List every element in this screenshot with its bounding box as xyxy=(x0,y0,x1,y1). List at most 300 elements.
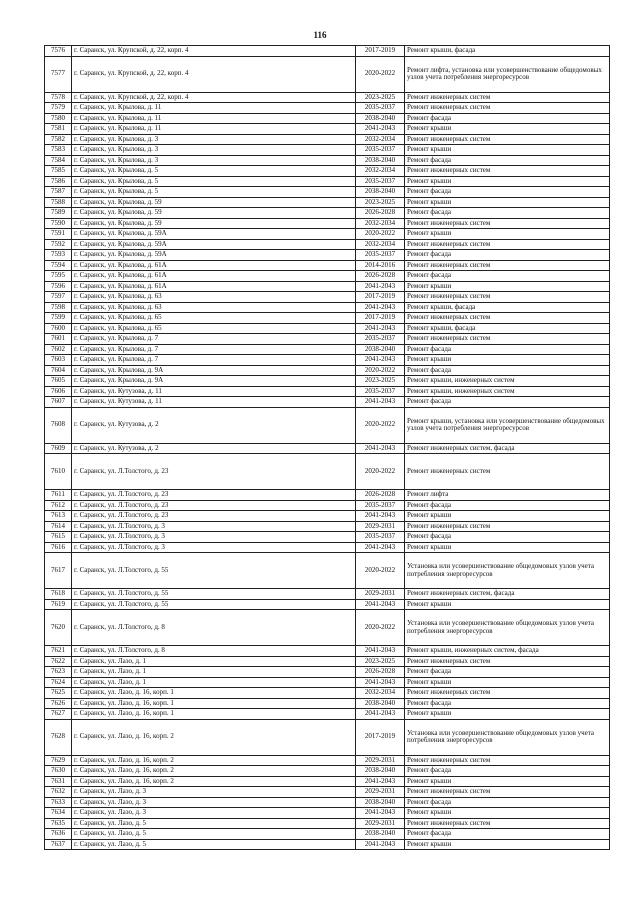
row-work-type: Ремонт инженерных систем xyxy=(405,755,610,766)
row-period: 2041-2043 xyxy=(356,677,405,688)
table-row xyxy=(45,589,610,600)
table-row xyxy=(45,229,610,240)
row-number: 7606 xyxy=(45,386,72,397)
row-period: 2038-2040 xyxy=(356,829,405,840)
row-work-type: Ремонт крыши xyxy=(405,145,610,156)
row-period: 2041-2043 xyxy=(356,355,405,366)
row-period: 2029-2031 xyxy=(356,755,405,766)
table-row xyxy=(45,500,610,511)
row-period: 2041-2043 xyxy=(356,808,405,819)
row-number: 7609 xyxy=(45,443,72,454)
table-row xyxy=(45,818,610,829)
row-number: 7601 xyxy=(45,334,72,345)
row-work-type: Ремонт инженерных систем xyxy=(405,334,610,345)
row-period: 2038-2040 xyxy=(356,698,405,709)
row-number: 7616 xyxy=(45,542,72,553)
row-work-type: Ремонт крыши xyxy=(405,677,610,688)
row-address: г. Саранск, ул. Крылова, д. 63 xyxy=(72,302,356,313)
row-address: г. Саранск, ул. Крылова, д. 59 xyxy=(72,197,356,208)
row-period: 2029-2031 xyxy=(356,787,405,798)
row-address: г. Саранск, ул. Крылова, д. 61А xyxy=(72,271,356,282)
row-period: 2041-2043 xyxy=(356,397,405,408)
row-work-type: Ремонт крыши xyxy=(405,281,610,292)
row-address: г. Саранск, ул. Крылова, д. 11 xyxy=(72,103,356,114)
row-address: г. Саранск, ул. Крылова, д. 63 xyxy=(72,292,356,303)
table-row xyxy=(45,386,610,397)
row-work-type: Ремонт фасада xyxy=(405,766,610,777)
table-row xyxy=(45,719,610,755)
row-work-type: Ремонт фасада xyxy=(405,113,610,124)
table-row xyxy=(45,218,610,229)
row-number: 7596 xyxy=(45,281,72,292)
table-row xyxy=(45,787,610,798)
row-address: г. Саранск, ул. Л.Толстого, д. 55 xyxy=(72,589,356,600)
table-row xyxy=(45,239,610,250)
row-period: 2041-2043 xyxy=(356,776,405,787)
row-number: 7632 xyxy=(45,787,72,798)
row-work-type: Ремонт фасада xyxy=(405,500,610,511)
row-address: г. Саранск, ул. Лазо, д. 5 xyxy=(72,839,356,850)
table-row xyxy=(45,808,610,819)
row-address: г. Саранск, ул. Крупской, д. 22, корп. 4 xyxy=(72,92,356,103)
row-address: г. Саранск, ул. Крылова, д. 59 xyxy=(72,218,356,229)
row-address: г. Саранск, ул. Крылова, д. 5 xyxy=(72,166,356,177)
row-number: 7611 xyxy=(45,490,72,501)
row-number: 7610 xyxy=(45,454,72,490)
row-number: 7637 xyxy=(45,839,72,850)
table-row xyxy=(45,323,610,334)
row-period: 2041-2043 xyxy=(356,281,405,292)
row-work-type: Ремонт фасада xyxy=(405,344,610,355)
row-period: 2035-2037 xyxy=(356,103,405,114)
row-number: 7614 xyxy=(45,521,72,532)
table-row xyxy=(45,454,610,490)
row-number: 7607 xyxy=(45,397,72,408)
table-row xyxy=(45,698,610,709)
row-period: 2035-2037 xyxy=(356,532,405,543)
row-work-type: Ремонт инженерных систем, фасада xyxy=(405,589,610,600)
row-period: 2038-2040 xyxy=(356,113,405,124)
row-number: 7602 xyxy=(45,344,72,355)
row-work-type: Ремонт инженерных систем xyxy=(405,454,610,490)
row-period: 2035-2037 xyxy=(356,145,405,156)
row-number: 7579 xyxy=(45,103,72,114)
row-address: г. Саранск, ул. Лазо, д. 3 xyxy=(72,808,356,819)
row-period: 2041-2043 xyxy=(356,709,405,720)
row-address: г. Саранск, ул. Крылова, д. 61А xyxy=(72,260,356,271)
row-work-type: Ремонт крыши xyxy=(405,176,610,187)
table-row xyxy=(45,281,610,292)
row-work-type: Ремонт инженерных систем xyxy=(405,521,610,532)
row-number: 7578 xyxy=(45,92,72,103)
row-work-type: Ремонт инженерных систем xyxy=(405,818,610,829)
row-number: 7591 xyxy=(45,229,72,240)
row-period: 2029-2031 xyxy=(356,521,405,532)
row-work-type: Ремонт фасада xyxy=(405,829,610,840)
table-row xyxy=(45,124,610,135)
row-address: г. Саранск, ул. Крылова, д. 9А xyxy=(72,376,356,387)
row-work-type: Ремонт инженерных систем xyxy=(405,292,610,303)
row-period: 2020-2022 xyxy=(356,365,405,376)
row-address: г. Саранск, ул. Крылова, д. 7 xyxy=(72,344,356,355)
row-work-type: Ремонт инженерных систем xyxy=(405,656,610,667)
row-number: 7627 xyxy=(45,709,72,720)
row-address: г. Саранск, ул. Крупской, д. 22, корп. 4 xyxy=(72,56,356,92)
row-period: 2035-2037 xyxy=(356,386,405,397)
table-row xyxy=(45,688,610,699)
row-work-type: Ремонт крыши xyxy=(405,839,610,850)
row-period: 2026-2028 xyxy=(356,490,405,501)
row-address: г. Саранск, ул. Крылова, д. 9А xyxy=(72,365,356,376)
row-work-type: Ремонт инженерных систем xyxy=(405,787,610,798)
row-period: 2035-2037 xyxy=(356,176,405,187)
row-address: г. Саранск, ул. Крупской, д. 22, корп. 4 xyxy=(72,46,356,57)
row-period: 2035-2037 xyxy=(356,500,405,511)
row-number: 7634 xyxy=(45,808,72,819)
row-number: 7615 xyxy=(45,532,72,543)
row-work-type: Установка или усовершенствование общедомовых узлов учета потребления энергоресурсов xyxy=(405,553,610,589)
row-work-type: Ремонт крыши, фасада xyxy=(405,46,610,57)
table-row xyxy=(45,46,610,57)
row-address: г. Саранск, ул. Крылова, д. 59А xyxy=(72,250,356,261)
table-row xyxy=(45,511,610,522)
row-work-type: Ремонт крыши, инженерных систем, фасада xyxy=(405,646,610,657)
row-number: 7590 xyxy=(45,218,72,229)
table-row xyxy=(45,92,610,103)
table-row xyxy=(45,56,610,92)
table-row xyxy=(45,776,610,787)
table-row xyxy=(45,766,610,777)
row-address: г. Саранск, ул. Кутузова, д. 11 xyxy=(72,386,356,397)
row-number: 7626 xyxy=(45,698,72,709)
row-address: г. Саранск, ул. Л.Толстого, д. 23 xyxy=(72,500,356,511)
row-number: 7595 xyxy=(45,271,72,282)
table-row xyxy=(45,334,610,345)
row-period: 2020-2022 xyxy=(356,229,405,240)
row-period: 2017-2019 xyxy=(356,292,405,303)
table-row xyxy=(45,134,610,145)
row-number: 7618 xyxy=(45,589,72,600)
row-address: г. Саранск, ул. Крылова, д. 7 xyxy=(72,334,356,345)
row-number: 7577 xyxy=(45,56,72,92)
row-address: г. Саранск, ул. Лазо, д. 5 xyxy=(72,829,356,840)
table-row xyxy=(45,532,610,543)
row-number: 7583 xyxy=(45,145,72,156)
row-period: 2020-2022 xyxy=(356,454,405,490)
row-address: г. Саранск, ул. Л.Толстого, д. 3 xyxy=(72,521,356,532)
row-work-type: Ремонт крыши xyxy=(405,776,610,787)
row-period: 2041-2043 xyxy=(356,646,405,657)
row-number: 7628 xyxy=(45,719,72,755)
table-row xyxy=(45,667,610,678)
row-period: 2017-2019 xyxy=(356,313,405,324)
row-address: г. Саранск, ул. Кутузова, д. 2 xyxy=(72,443,356,454)
row-address: г. Саранск, ул. Крылова, д. 61А xyxy=(72,281,356,292)
row-period: 2017-2019 xyxy=(356,46,405,57)
row-number: 7619 xyxy=(45,599,72,610)
table-row xyxy=(45,103,610,114)
table-row xyxy=(45,208,610,219)
row-work-type: Ремонт фасада xyxy=(405,397,610,408)
row-period: 2035-2037 xyxy=(356,334,405,345)
row-work-type: Ремонт крыши xyxy=(405,709,610,720)
row-number: 7580 xyxy=(45,113,72,124)
row-work-type: Установка или усовершенствование общедомовых узлов учета потребления энергоресурсов xyxy=(405,610,610,646)
row-work-type: Ремонт крыши xyxy=(405,197,610,208)
table-row xyxy=(45,271,610,282)
row-period: 2029-2031 xyxy=(356,818,405,829)
row-work-type: Ремонт инженерных систем xyxy=(405,134,610,145)
table-row xyxy=(45,407,610,443)
row-number: 7617 xyxy=(45,553,72,589)
row-work-type: Ремонт крыши, установка или усовершенствование общедомовых узлов учета потребления энергоресурсов xyxy=(405,407,610,443)
table-row xyxy=(45,155,610,166)
row-number: 7598 xyxy=(45,302,72,313)
row-address: г. Саранск, ул. Крылова, д. 59А xyxy=(72,239,356,250)
row-address: г. Саранск, ул. Кутузова, д. 2 xyxy=(72,407,356,443)
row-address: г. Саранск, ул. Л.Толстого, д. 23 xyxy=(72,490,356,501)
row-work-type: Ремонт фасада xyxy=(405,187,610,198)
row-address: г. Саранск, ул. Крылова, д. 11 xyxy=(72,113,356,124)
row-period: 2032-2034 xyxy=(356,134,405,145)
table-row xyxy=(45,113,610,124)
row-period: 2041-2043 xyxy=(356,124,405,135)
row-period: 2023-2025 xyxy=(356,197,405,208)
row-address: г. Саранск, ул. Лазо, д. 16, корп. 1 xyxy=(72,698,356,709)
row-work-type: Ремонт лифта xyxy=(405,490,610,501)
repair-schedule-table xyxy=(44,45,610,850)
row-address: г. Саранск, ул. Лазо, д. 16, корп. 2 xyxy=(72,719,356,755)
table-row xyxy=(45,197,610,208)
row-number: 7600 xyxy=(45,323,72,334)
row-number: 7636 xyxy=(45,829,72,840)
row-period: 2014-2016 xyxy=(356,260,405,271)
row-period: 2041-2043 xyxy=(356,302,405,313)
row-period: 2041-2043 xyxy=(356,599,405,610)
row-address: г. Саранск, ул. Л.Толстого, д. 23 xyxy=(72,511,356,522)
row-number: 7613 xyxy=(45,511,72,522)
table-row xyxy=(45,542,610,553)
row-period: 2032-2034 xyxy=(356,166,405,177)
table-row xyxy=(45,145,610,156)
row-work-type: Ремонт крыши xyxy=(405,511,610,522)
row-period: 2020-2022 xyxy=(356,56,405,92)
row-number: 7586 xyxy=(45,176,72,187)
row-work-type: Ремонт фасада xyxy=(405,532,610,543)
table-row xyxy=(45,829,610,840)
table-row xyxy=(45,599,610,610)
row-work-type: Установка или усовершенствование общедомовых узлов учета потребления энергоресурсов xyxy=(405,719,610,755)
row-period: 2032-2034 xyxy=(356,688,405,699)
row-number: 7584 xyxy=(45,155,72,166)
row-address: г. Саранск, ул. Л.Толстого, д. 8 xyxy=(72,646,356,657)
row-period: 2020-2022 xyxy=(356,407,405,443)
row-number: 7582 xyxy=(45,134,72,145)
row-work-type: Ремонт крыши, фасада xyxy=(405,323,610,334)
row-number: 7629 xyxy=(45,755,72,766)
row-number: 7620 xyxy=(45,610,72,646)
table-row xyxy=(45,709,610,720)
row-work-type: Ремонт крыши, инженерных систем xyxy=(405,376,610,387)
table-row xyxy=(45,656,610,667)
row-period: 2038-2040 xyxy=(356,344,405,355)
row-address: г. Саранск, ул. Л.Толстого, д. 3 xyxy=(72,542,356,553)
row-work-type: Ремонт крыши xyxy=(405,808,610,819)
row-address: г. Саранск, ул. Крылова, д. 65 xyxy=(72,313,356,324)
row-work-type: Ремонт фасада xyxy=(405,208,610,219)
row-work-type: Ремонт крыши xyxy=(405,542,610,553)
table-row xyxy=(45,677,610,688)
table-row xyxy=(45,313,610,324)
row-address: г. Саранск, ул. Лазо, д. 16, корп. 1 xyxy=(72,709,356,720)
table-row xyxy=(45,490,610,501)
row-address: г. Саранск, ул. Л.Толстого, д. 55 xyxy=(72,553,356,589)
table-row xyxy=(45,646,610,657)
table-row xyxy=(45,839,610,850)
row-address: г. Саранск, ул. Лазо, д. 1 xyxy=(72,677,356,688)
row-work-type: Ремонт инженерных систем xyxy=(405,313,610,324)
row-work-type: Ремонт инженерных систем xyxy=(405,92,610,103)
row-address: г. Саранск, ул. Л.Толстого, д. 8 xyxy=(72,610,356,646)
row-address: г. Саранск, ул. Лазо, д. 16, корп. 2 xyxy=(72,776,356,787)
row-work-type: Ремонт инженерных систем xyxy=(405,218,610,229)
row-number: 7633 xyxy=(45,797,72,808)
row-period: 2041-2043 xyxy=(356,839,405,850)
row-number: 7585 xyxy=(45,166,72,177)
row-period: 2032-2034 xyxy=(356,218,405,229)
row-period: 2032-2034 xyxy=(356,239,405,250)
row-work-type: Ремонт лифта, установка или усовершенствование общедомовых узлов учета потребления энергоресурсов xyxy=(405,56,610,92)
row-address: г. Саранск, ул. Лазо, д. 3 xyxy=(72,797,356,808)
table-body xyxy=(45,46,610,850)
row-period: 2023-2025 xyxy=(356,92,405,103)
row-period: 2026-2028 xyxy=(356,271,405,282)
row-number: 7623 xyxy=(45,667,72,678)
row-address: г. Саранск, ул. Лазо, д. 16, корп. 2 xyxy=(72,755,356,766)
row-period: 2041-2043 xyxy=(356,443,405,454)
row-number: 7621 xyxy=(45,646,72,657)
row-address: г. Саранск, ул. Крылова, д. 59А xyxy=(72,229,356,240)
row-work-type: Ремонт фасада xyxy=(405,698,610,709)
row-number: 7604 xyxy=(45,365,72,376)
row-number: 7589 xyxy=(45,208,72,219)
row-work-type: Ремонт фасада xyxy=(405,667,610,678)
row-address: г. Саранск, ул. Лазо, д. 16, корп. 1 xyxy=(72,688,356,699)
row-number: 7603 xyxy=(45,355,72,366)
row-number: 7593 xyxy=(45,250,72,261)
row-work-type: Ремонт инженерных систем xyxy=(405,103,610,114)
row-number: 7635 xyxy=(45,818,72,829)
row-work-type: Ремонт фасада xyxy=(405,797,610,808)
row-address: г. Саранск, ул. Л.Толстого, д. 3 xyxy=(72,532,356,543)
row-work-type: Ремонт фасада xyxy=(405,365,610,376)
row-period: 2023-2025 xyxy=(356,656,405,667)
row-number: 7592 xyxy=(45,239,72,250)
row-period: 2035-2037 xyxy=(356,250,405,261)
row-work-type: Ремонт фасада xyxy=(405,271,610,282)
row-work-type: Ремонт инженерных систем xyxy=(405,260,610,271)
row-address: г. Саранск, ул. Крылова, д. 3 xyxy=(72,155,356,166)
row-address: г. Саранск, ул. Крылова, д. 11 xyxy=(72,124,356,135)
row-work-type: Ремонт крыши xyxy=(405,124,610,135)
table-row xyxy=(45,344,610,355)
row-work-type: Ремонт крыши xyxy=(405,355,610,366)
row-address: г. Саранск, ул. Крылова, д. 5 xyxy=(72,176,356,187)
table-row xyxy=(45,187,610,198)
table-row xyxy=(45,755,610,766)
row-work-type: Ремонт крыши, фасада xyxy=(405,302,610,313)
row-number: 7625 xyxy=(45,688,72,699)
row-period: 2017-2019 xyxy=(356,719,405,755)
table-row xyxy=(45,166,610,177)
row-address: г. Саранск, ул. Л.Толстого, д. 23 xyxy=(72,454,356,490)
row-work-type: Ремонт крыши, инженерных систем xyxy=(405,386,610,397)
table-row xyxy=(45,521,610,532)
row-address: г. Саранск, ул. Лазо, д. 1 xyxy=(72,656,356,667)
row-period: 2038-2040 xyxy=(356,155,405,166)
row-address: г. Саранск, ул. Крылова, д. 3 xyxy=(72,134,356,145)
row-number: 7631 xyxy=(45,776,72,787)
row-address: г. Саранск, ул. Л.Толстого, д. 55 xyxy=(72,599,356,610)
row-number: 7597 xyxy=(45,292,72,303)
row-period: 2026-2028 xyxy=(356,208,405,219)
row-address: г. Саранск, ул. Крылова, д. 3 xyxy=(72,145,356,156)
row-number: 7594 xyxy=(45,260,72,271)
table-row xyxy=(45,260,610,271)
row-period: 2029-2031 xyxy=(356,589,405,600)
row-address: г. Саранск, ул. Лазо, д. 5 xyxy=(72,818,356,829)
row-address: г. Саранск, ул. Лазо, д. 16, корп. 2 xyxy=(72,766,356,777)
row-period: 2038-2040 xyxy=(356,797,405,808)
row-address: г. Саранск, ул. Крылова, д. 59 xyxy=(72,208,356,219)
page-number: 116 xyxy=(313,30,327,40)
row-address: г. Саранск, ул. Крылова, д. 65 xyxy=(72,323,356,334)
row-number: 7576 xyxy=(45,46,72,57)
table-row xyxy=(45,365,610,376)
row-work-type: Ремонт инженерных систем, фасада xyxy=(405,443,610,454)
table-row xyxy=(45,176,610,187)
row-period: 2026-2028 xyxy=(356,667,405,678)
row-number: 7624 xyxy=(45,677,72,688)
table-row xyxy=(45,797,610,808)
row-number: 7599 xyxy=(45,313,72,324)
row-period: 2020-2022 xyxy=(356,553,405,589)
row-work-type: Ремонт инженерных систем xyxy=(405,688,610,699)
table-row xyxy=(45,355,610,366)
row-period: 2041-2043 xyxy=(356,542,405,553)
table-row xyxy=(45,443,610,454)
row-work-type: Ремонт крыши xyxy=(405,599,610,610)
row-work-type: Ремонт инженерных систем xyxy=(405,166,610,177)
row-number: 7588 xyxy=(45,197,72,208)
row-period: 2041-2043 xyxy=(356,323,405,334)
row-period: 2038-2040 xyxy=(356,187,405,198)
row-address: г. Саранск, ул. Лазо, д. 1 xyxy=(72,667,356,678)
row-number: 7608 xyxy=(45,407,72,443)
row-address: г. Саранск, ул. Кутузова, д. 11 xyxy=(72,397,356,408)
row-number: 7587 xyxy=(45,187,72,198)
row-address: г. Саранск, ул. Крылова, д. 7 xyxy=(72,355,356,366)
row-work-type: Ремонт инженерных систем xyxy=(405,239,610,250)
table-row xyxy=(45,553,610,589)
row-number: 7605 xyxy=(45,376,72,387)
row-period: 2020-2022 xyxy=(356,610,405,646)
row-period: 2041-2043 xyxy=(356,511,405,522)
row-period: 2038-2040 xyxy=(356,766,405,777)
row-work-type: Ремонт крыши xyxy=(405,229,610,240)
row-address: г. Саранск, ул. Крылова, д. 5 xyxy=(72,187,356,198)
table-row xyxy=(45,397,610,408)
